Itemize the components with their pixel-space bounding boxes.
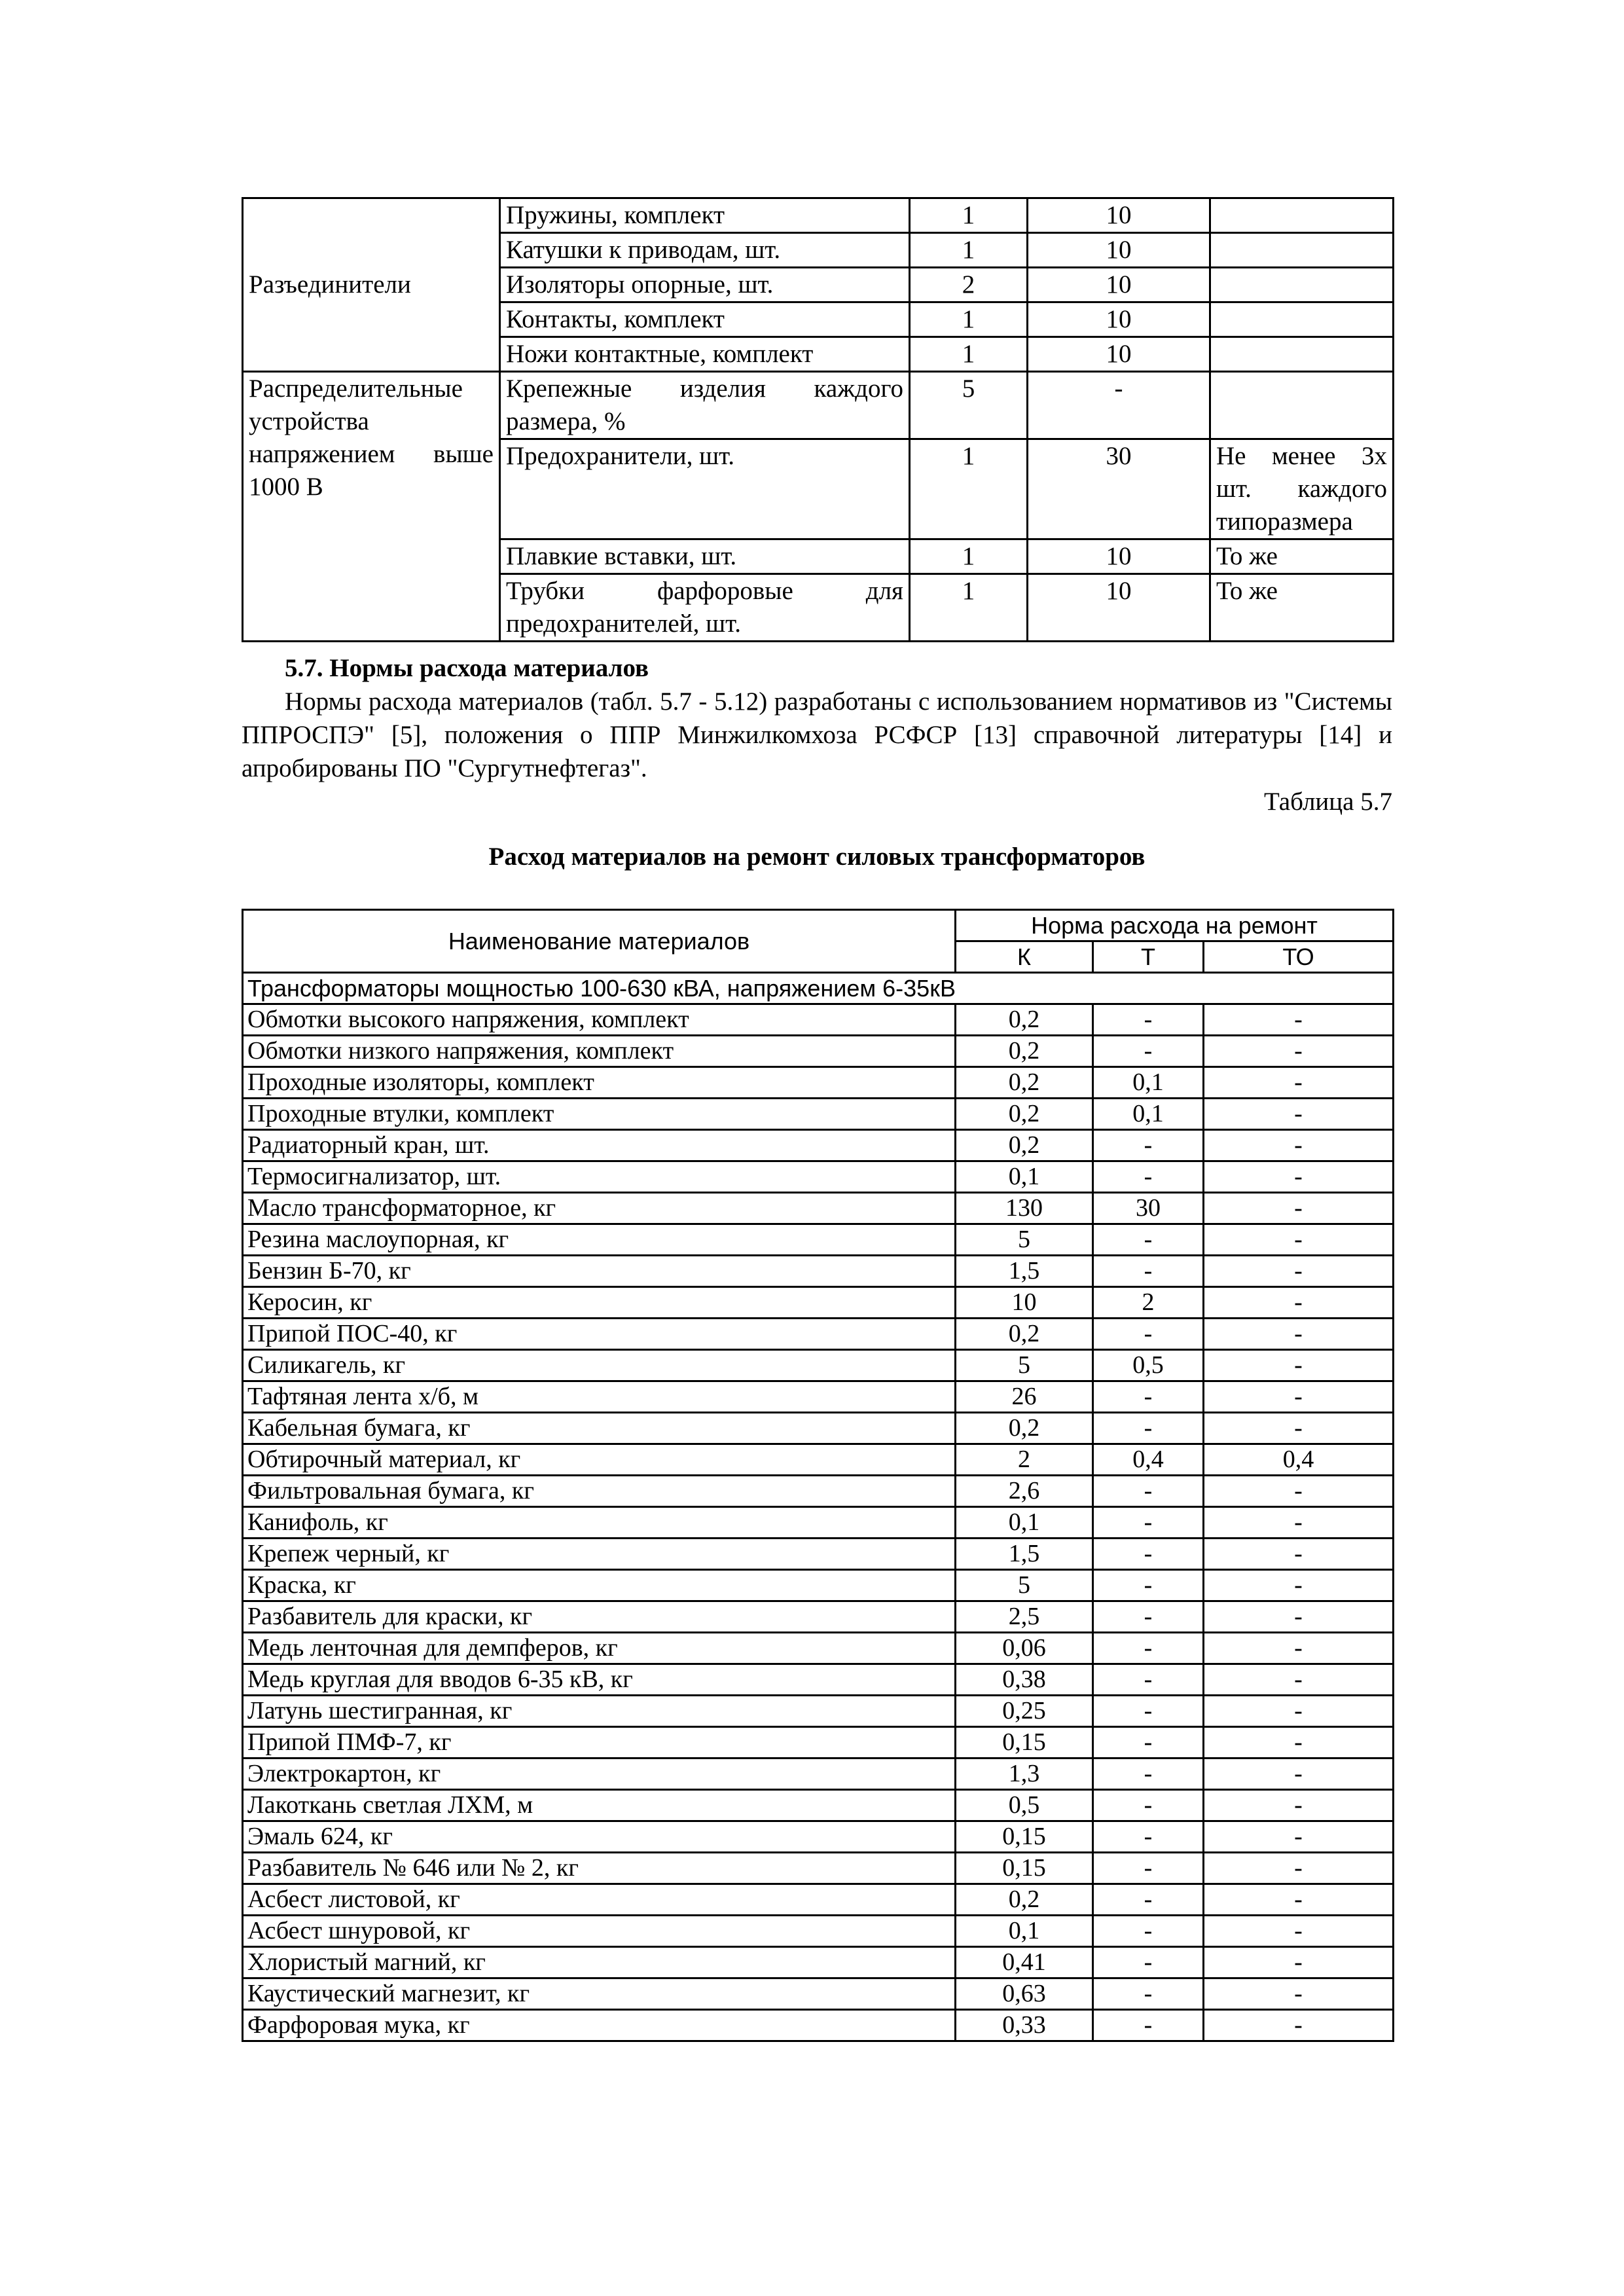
norm-t: 0,1: [1093, 1067, 1204, 1099]
norm-k: 2,6: [956, 1476, 1093, 1507]
item-name: Трубки фарфоровые для предохранителей, шт.: [500, 574, 910, 642]
table-row: [243, 1476, 1394, 1507]
item-name: Крепежные изделия каждого размера, %: [500, 372, 910, 439]
note-cell: [1210, 268, 1394, 302]
table-row: [243, 1978, 1394, 2010]
norm-t: -: [1093, 1507, 1204, 1539]
item-name: Изоляторы опорные, шт.: [500, 268, 910, 302]
materials-table: [242, 909, 1394, 2042]
table-row: [243, 372, 1394, 439]
norm-to: -: [1204, 1601, 1394, 1633]
spare-parts-table-body: [243, 198, 1394, 642]
norm-to: -: [1204, 1256, 1394, 1287]
col-t-header: Т: [1093, 941, 1204, 973]
table-row: [243, 1947, 1394, 1978]
table-row: [243, 1539, 1394, 1570]
table-row: [243, 1067, 1394, 1099]
table-title: Расход материалов на ремонт силовых трансформаторов: [488, 843, 1146, 871]
norm-t: -: [1093, 1916, 1204, 1947]
norm-k: 0,2: [956, 1036, 1093, 1067]
note-cell: [1210, 302, 1394, 337]
material-name: Фарфоровая мука, кг: [243, 2010, 956, 2041]
norm-t: 30: [1093, 1193, 1204, 1224]
norm-to: -: [1204, 1319, 1394, 1350]
percent-cell: 30: [1028, 439, 1210, 539]
note-cell: [1210, 337, 1394, 372]
norm-k: 5: [956, 1350, 1093, 1381]
norm-to: -: [1204, 1916, 1394, 1947]
norm-t: -: [1093, 1161, 1204, 1193]
col-to-header: ТО: [1204, 941, 1394, 973]
norm-to: -: [1204, 1099, 1394, 1130]
quantity-cell: 2: [910, 268, 1028, 302]
norm-k: 1,3: [956, 1758, 1093, 1790]
material-name: Бензин Б-70, кг: [243, 1256, 956, 1287]
item-name: Пружины, комплект: [500, 198, 910, 233]
norm-to: -: [1204, 1036, 1394, 1067]
norm-t: -: [1093, 1224, 1204, 1256]
percent-cell: 10: [1028, 233, 1210, 268]
norm-to: -: [1204, 1287, 1394, 1319]
col-k-header: К: [956, 941, 1093, 973]
norm-to: -: [1204, 1758, 1394, 1790]
norm-k: 0,06: [956, 1633, 1093, 1664]
norm-k: 0,2: [956, 1130, 1093, 1161]
norm-to: -: [1204, 1884, 1394, 1916]
material-name: Крепеж черный, кг: [243, 1539, 956, 1570]
norm-to: -: [1204, 1476, 1394, 1507]
table-row: [243, 1916, 1394, 1947]
norm-to: -: [1204, 1381, 1394, 1413]
norm-to: -: [1204, 1067, 1394, 1099]
item-name: Плавкие вставки, шт.: [500, 539, 910, 574]
norm-k: 1,5: [956, 1256, 1093, 1287]
norm-k: 0,15: [956, 1821, 1093, 1853]
material-name: Разбавитель для краски, кг: [243, 1601, 956, 1633]
material-name: Керосин, кг: [243, 1287, 956, 1319]
group-label-switchgear: Распределительные устройства напряжением выше 1000 В: [243, 372, 500, 642]
table-row: [243, 1381, 1394, 1413]
quantity-cell: 5: [910, 372, 1028, 439]
norm-k: 0,2: [956, 1067, 1093, 1099]
norm-t: -: [1093, 1539, 1204, 1570]
norm-k: 0,2: [956, 1004, 1093, 1036]
item-name: Контакты, комплект: [500, 302, 910, 337]
table-row: [243, 1633, 1394, 1664]
norm-to: -: [1204, 1224, 1394, 1256]
material-name: Припой ПМФ-7, кг: [243, 1727, 956, 1758]
note-cell: [1210, 198, 1394, 233]
table-row: [243, 1319, 1394, 1350]
percent-cell: 10: [1028, 539, 1210, 574]
table-row: [243, 1758, 1394, 1790]
norm-to: -: [1204, 1161, 1394, 1193]
norm-t: -: [1093, 1790, 1204, 1821]
material-name: Обтирочный материал, кг: [243, 1444, 956, 1476]
table-row: [243, 1821, 1394, 1853]
item-name: Катушки к приводам, шт.: [500, 233, 910, 268]
item-name: Ножи контактные, комплект: [500, 337, 910, 372]
material-name: Радиаторный кран, шт.: [243, 1130, 956, 1161]
norm-to: -: [1204, 1539, 1394, 1570]
norm-to: -: [1204, 1853, 1394, 1884]
material-name: Лакоткань светлая ЛХМ, м: [243, 1790, 956, 1821]
norm-k: 0,2: [956, 1319, 1093, 1350]
section-paragraph: Нормы расхода материалов (табл. 5.7 - 5.12) разработаны с использованием нормативов из "Системы ППРОСПЭ" [5], положения о ППР Минжилкомхоза РСФСР [13] справочной литературы [14] и апробированы ПО "Сургутнефтегаз".: [242, 687, 1392, 782]
material-name: Эмаль 624, кг: [243, 1821, 956, 1853]
norm-to: -: [1204, 1947, 1394, 1978]
col-name-header: Наименование материалов: [243, 910, 956, 973]
norm-k: 5: [956, 1570, 1093, 1601]
note-cell: Не менее 3х шт. каждого типоразмера: [1210, 439, 1394, 539]
norm-to: -: [1204, 1004, 1394, 1036]
norm-to: -: [1204, 1507, 1394, 1539]
norm-t: -: [1093, 1947, 1204, 1978]
material-name: Разбавитель № 646 или № 2, кг: [243, 1853, 956, 1884]
table-row: [243, 1601, 1394, 1633]
norm-to: -: [1204, 2010, 1394, 2041]
table-row: [243, 1256, 1394, 1287]
norm-t: -: [1093, 1381, 1204, 1413]
section-5-7: [242, 651, 1392, 818]
norm-to: -: [1204, 1790, 1394, 1821]
norm-to: -: [1204, 1633, 1394, 1664]
norm-k: 0,1: [956, 1161, 1093, 1193]
norm-to: -: [1204, 1978, 1394, 2010]
percent-cell: 10: [1028, 337, 1210, 372]
table-row: [243, 1727, 1394, 1758]
norm-to: -: [1204, 1193, 1394, 1224]
table-row: [243, 1696, 1394, 1727]
norm-t: -: [1093, 1664, 1204, 1696]
percent-cell: 10: [1028, 268, 1210, 302]
table-row: [243, 1193, 1394, 1224]
norm-t: -: [1093, 1978, 1204, 2010]
norm-k: 0,2: [956, 1884, 1093, 1916]
quantity-cell: 1: [910, 233, 1028, 268]
table-row: [243, 1570, 1394, 1601]
table-row: [243, 1790, 1394, 1821]
norm-to: -: [1204, 1821, 1394, 1853]
norm-t: 2: [1093, 1287, 1204, 1319]
material-name: Проходные изоляторы, комплект: [243, 1067, 956, 1099]
norm-k: 0,63: [956, 1978, 1093, 2010]
norm-to: -: [1204, 1570, 1394, 1601]
table-row: [243, 1224, 1394, 1256]
norm-t: -: [1093, 1476, 1204, 1507]
norm-t: -: [1093, 1256, 1204, 1287]
percent-cell: 10: [1028, 302, 1210, 337]
norm-t: -: [1093, 1884, 1204, 1916]
norm-to: -: [1204, 1696, 1394, 1727]
norm-t: -: [1093, 1004, 1204, 1036]
norm-t: 0,4: [1093, 1444, 1204, 1476]
norm-t: -: [1093, 1413, 1204, 1444]
norm-t: -: [1093, 1130, 1204, 1161]
table-label: Таблица 5.7: [1263, 788, 1392, 816]
table-row: [243, 1004, 1394, 1036]
materials-table-body: [243, 973, 1394, 2041]
table-row: [243, 1444, 1394, 1476]
material-name: Асбест шнуровой, кг: [243, 1916, 956, 1947]
norm-t: 0,5: [1093, 1350, 1204, 1381]
norm-t: -: [1093, 1601, 1204, 1633]
material-name: Припой ПОС-40, кг: [243, 1319, 956, 1350]
material-name: Латунь шестигранная, кг: [243, 1696, 956, 1727]
material-name: Асбест листовой, кг: [243, 1884, 956, 1916]
norm-to: -: [1204, 1130, 1394, 1161]
norm-k: 0,38: [956, 1664, 1093, 1696]
norm-to: -: [1204, 1664, 1394, 1696]
item-name: Предохранители, шт.: [500, 439, 910, 539]
material-name: Медь ленточная для демпферов, кг: [243, 1633, 956, 1664]
norm-k: 0,1: [956, 1916, 1093, 1947]
norm-k: 130: [956, 1193, 1093, 1224]
norm-k: 0,41: [956, 1947, 1093, 1978]
norm-t: -: [1093, 1758, 1204, 1790]
norm-k: 2: [956, 1444, 1093, 1476]
table-row: [243, 1161, 1394, 1193]
percent-cell: 10: [1028, 198, 1210, 233]
col-group-header: Норма расхода на ремонт: [956, 910, 1394, 941]
table-row: [243, 1853, 1394, 1884]
material-name: Краска, кг: [243, 1570, 956, 1601]
percent-cell: -: [1028, 372, 1210, 439]
note-cell: То же: [1210, 574, 1394, 642]
quantity-cell: 1: [910, 539, 1028, 574]
material-name: Масло трансформаторное, кг: [243, 1193, 956, 1224]
material-name: Канифоль, кг: [243, 1507, 956, 1539]
norm-k: 0,5: [956, 1790, 1093, 1821]
norm-k: 10: [956, 1287, 1093, 1319]
norm-k: 0,33: [956, 2010, 1093, 2041]
table-row: [243, 1287, 1394, 1319]
norm-t: -: [1093, 2010, 1204, 2041]
norm-k: 1,5: [956, 1539, 1093, 1570]
table-row: [243, 2010, 1394, 2041]
norm-t: -: [1093, 1036, 1204, 1067]
quantity-cell: 1: [910, 439, 1028, 539]
percent-cell: 10: [1028, 574, 1210, 642]
norm-k: 0,2: [956, 1413, 1093, 1444]
table-row: [243, 1130, 1394, 1161]
note-cell: [1210, 372, 1394, 439]
table-row: [243, 1413, 1394, 1444]
table-row: [243, 198, 1394, 233]
material-name: Резина маслоупорная, кг: [243, 1224, 956, 1256]
norm-k: 0,25: [956, 1696, 1093, 1727]
material-name: Кабельная бумага, кг: [243, 1413, 956, 1444]
table-row: [243, 1664, 1394, 1696]
norm-k: 0,15: [956, 1853, 1093, 1884]
material-name: Обмотки высокого напряжения, комплект: [243, 1004, 956, 1036]
material-name: Медь круглая для вводов 6-35 кВ, кг: [243, 1664, 956, 1696]
norm-k: 5: [956, 1224, 1093, 1256]
note-cell: То же: [1210, 539, 1394, 574]
table-row: [243, 1884, 1394, 1916]
material-name: Проходные втулки, комплект: [243, 1099, 956, 1130]
norm-t: -: [1093, 1696, 1204, 1727]
norm-k: 0,2: [956, 1099, 1093, 1130]
material-name: Обмотки низкого напряжения, комплект: [243, 1036, 956, 1067]
section-heading: 5.7. Нормы расхода материалов: [285, 654, 649, 682]
norm-k: 0,15: [956, 1727, 1093, 1758]
table-row: [243, 1036, 1394, 1067]
table-row: [243, 1507, 1394, 1539]
norm-t: 0,1: [1093, 1099, 1204, 1130]
norm-t: -: [1093, 1570, 1204, 1601]
note-cell: [1210, 233, 1394, 268]
spare-parts-table: [242, 197, 1394, 642]
group-label-disconnectors: Разъединители: [243, 198, 500, 372]
material-name: Фильтровальная бумага, кг: [243, 1476, 956, 1507]
norm-to: 0,4: [1204, 1444, 1394, 1476]
quantity-cell: 1: [910, 574, 1028, 642]
norm-to: -: [1204, 1413, 1394, 1444]
quantity-cell: 1: [910, 302, 1028, 337]
quantity-cell: 1: [910, 198, 1028, 233]
norm-t: -: [1093, 1821, 1204, 1853]
material-name: Каустический магнезит, кг: [243, 1978, 956, 2010]
table-row: [243, 1099, 1394, 1130]
materials-table-header: [243, 910, 1394, 973]
material-name: Термосигнализатор, шт.: [243, 1161, 956, 1193]
table-row: [243, 1350, 1394, 1381]
norm-t: -: [1093, 1727, 1204, 1758]
norm-t: -: [1093, 1853, 1204, 1884]
material-name: Хлористый магний, кг: [243, 1947, 956, 1978]
norm-k: 2,5: [956, 1601, 1093, 1633]
materials-subheader: Трансформаторы мощностью 100-630 кВА, напряжением 6-35кВ: [243, 973, 1394, 1004]
material-name: Силикагель, кг: [243, 1350, 956, 1381]
material-name: Электрокартон, кг: [243, 1758, 956, 1790]
norm-t: -: [1093, 1633, 1204, 1664]
material-name: Тафтяная лента х/б, м: [243, 1381, 956, 1413]
norm-k: 0,1: [956, 1507, 1093, 1539]
norm-t: -: [1093, 1319, 1204, 1350]
norm-to: -: [1204, 1350, 1394, 1381]
quantity-cell: 1: [910, 337, 1028, 372]
norm-k: 26: [956, 1381, 1093, 1413]
norm-to: -: [1204, 1727, 1394, 1758]
